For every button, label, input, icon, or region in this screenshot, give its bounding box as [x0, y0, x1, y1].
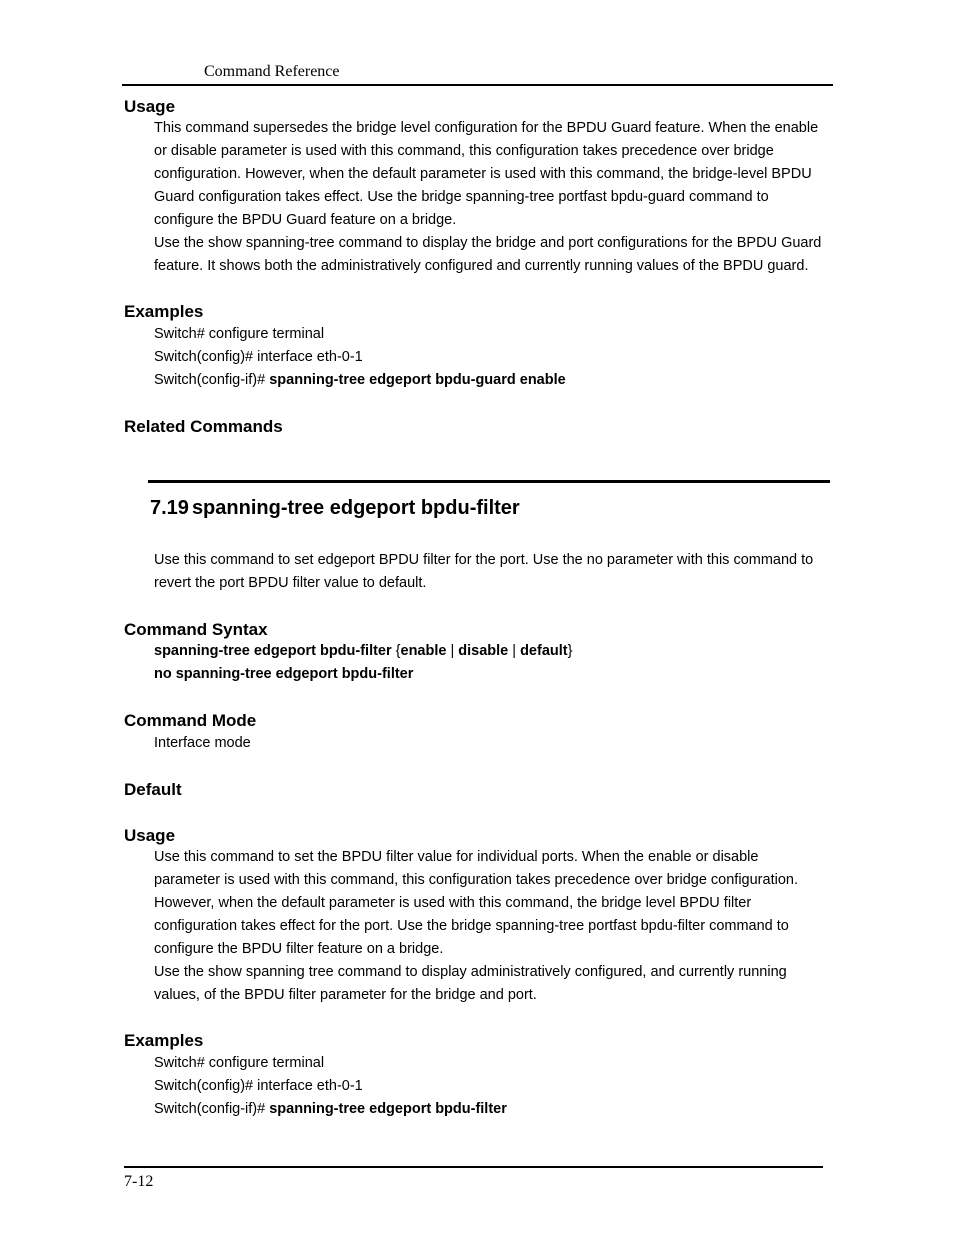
examples-block [154, 323, 834, 392]
page-number: 7-12 [124, 1173, 154, 1190]
usage-line: However, when the default parameter is used with this command, the bridge level BPDU filter [154, 895, 752, 911]
examples-heading: Examples [124, 1031, 204, 1050]
usage-line: Use the show spanning-tree command to display the bridge and port configurations for the BPDU Guard [154, 235, 822, 251]
example-line: Switch# configure terminal [154, 326, 325, 342]
section-title [150, 496, 520, 520]
syntax-option-enable: enable [400, 643, 447, 659]
example-line: Switch# configure terminal [154, 1055, 325, 1071]
usage-line: configuration. However, when the default parameter is used with this command, the bridge-level BPDU [154, 166, 812, 182]
command-syntax-heading: Command Syntax [124, 620, 268, 639]
usage-line: This command supersedes the bridge level configuration for the BPDU Guard feature. When the enable [154, 120, 819, 136]
usage-line: configuration takes effect for the port. Use the bridge spanning-tree portfast bpdu-filter command to [154, 918, 789, 934]
syntax-option-disable: disable [458, 643, 509, 659]
usage-line: parameter is used with this command, this configuration takes precedence over bridge configuration. [154, 872, 798, 888]
syntax-separator: | [508, 643, 521, 659]
default-heading: Default [124, 780, 182, 799]
usage-line: configure the BPDU Guard feature on a bridge. [154, 212, 457, 228]
command-mode-heading: Command Mode [124, 711, 257, 730]
syntax-command: spanning-tree edgeport bpdu-filter [154, 643, 392, 659]
usage-line: Use this command to set the BPDU filter value for individual ports. When the enable or disable [154, 849, 759, 865]
usage-text [154, 117, 834, 278]
example-command: spanning-tree edgeport bpdu-guard enable [269, 372, 566, 388]
usage-line: Guard configuration takes effect. Use the bridge spanning-tree portfast bpdu-guard command to [154, 189, 769, 205]
running-header: Command Reference [204, 63, 340, 80]
syntax-separator: | [446, 643, 459, 659]
mode-line: Interface mode [154, 735, 251, 751]
header-rule [122, 84, 833, 86]
usage-line: or disable parameter is used with this command, this configuration takes precedence over bridge [154, 143, 774, 159]
syntax-brace: } [567, 643, 573, 659]
example-line: Switch(config)# interface eth-0-1 [154, 349, 363, 365]
section-intro [154, 549, 834, 595]
examples-block [154, 1052, 834, 1121]
intro-line: Use this command to set edgeport BPDU filter for the port. Use the no parameter with this command to [154, 552, 814, 568]
syntax-no-command: no spanning-tree edgeport bpdu-filter [154, 666, 414, 682]
command-mode-text [154, 732, 834, 755]
syntax-brace: { [391, 643, 401, 659]
syntax-line [154, 640, 834, 663]
syntax-option-default: default [520, 643, 568, 659]
intro-line: revert the port BPDU filter value to default. [154, 575, 427, 591]
example-prompt: Switch(config-if)# [154, 372, 270, 388]
usage-line: values, of the BPDU filter parameter for the bridge and port. [154, 987, 537, 1003]
example-line [154, 1098, 834, 1121]
section-number: 7.19 [150, 497, 189, 519]
examples-heading: Examples [124, 302, 204, 321]
syntax-line [154, 663, 834, 686]
usage-heading: Usage [124, 97, 176, 116]
command-syntax-block [154, 640, 834, 686]
section-name: spanning-tree edgeport bpdu-filter [191, 497, 520, 519]
related-commands-heading: Related Commands [124, 417, 283, 436]
usage-line: configure the BPDU filter feature on a bridge. [154, 941, 444, 957]
example-line [154, 369, 834, 392]
section-rule [148, 480, 830, 483]
usage-text [154, 846, 834, 1007]
footer-rule [124, 1166, 823, 1168]
usage-line: feature. It shows both the administratively configured and currently running values of the BPDU guard. [154, 258, 809, 274]
example-line: Switch(config)# interface eth-0-1 [154, 1078, 363, 1094]
example-command: spanning-tree edgeport bpdu-filter [269, 1101, 507, 1117]
usage-line: Use the show spanning tree command to display administratively configured, and currently running [154, 964, 787, 980]
usage-heading: Usage [124, 826, 176, 845]
example-prompt: Switch(config-if)# [154, 1101, 270, 1117]
